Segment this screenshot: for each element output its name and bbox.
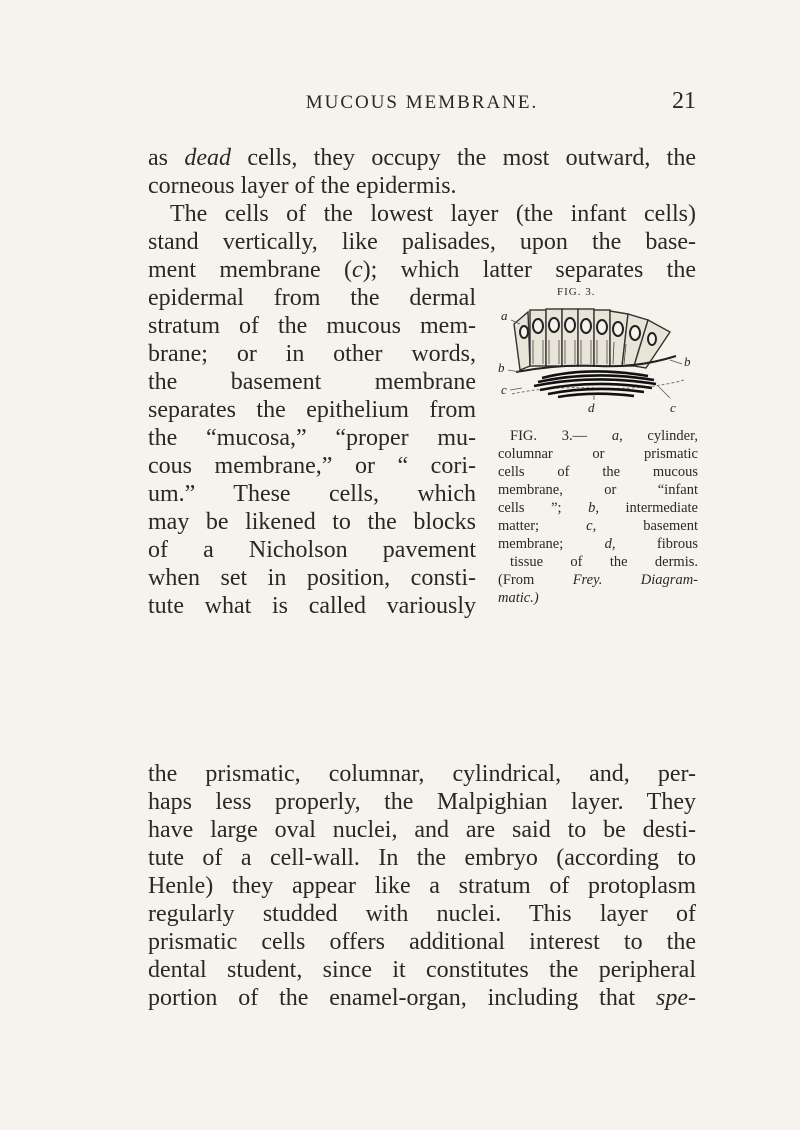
text-line: tute of a cell-wall. In the embryo (according to	[148, 845, 696, 871]
caption-line: FIG. 3.— a, cylinder,	[510, 428, 698, 444]
cell-layer-diagram	[498, 306, 698, 424]
caption-line: cells ”; b, intermediate	[498, 500, 698, 516]
text-line: may be likened to the blocks	[148, 509, 476, 535]
text-line: the prismatic, columnar, cylindrical, and, per-	[148, 761, 696, 787]
emphasis-text: dead	[184, 145, 231, 171]
text-line: haps less properly, the Malpighian layer. They	[148, 789, 696, 815]
text-line: regularly studded with nuclei. This layer of	[148, 901, 696, 927]
text-line: as dead cells, they occupy the most outward, the	[148, 145, 696, 171]
basement-membrane-lower	[512, 380, 684, 394]
text-line: epidermal from the dermal	[148, 285, 476, 311]
caption-line: membrane, or “infant	[498, 482, 698, 498]
page-number: 21	[672, 88, 696, 114]
label-d: d	[588, 400, 595, 415]
label-a: a	[501, 308, 508, 323]
text-line: Henle) they appear like a stratum of protoplasm	[148, 873, 696, 899]
text-line: when set in position, consti-	[148, 565, 476, 591]
text-block-top	[148, 144, 696, 284]
label-c-left: c	[501, 382, 507, 397]
text-line: cous membrane,” or “ cori-	[148, 453, 476, 479]
text-line: separates the epithelium from	[148, 397, 476, 423]
text-line: stand vertically, like palisades, upon the base-	[148, 229, 696, 255]
text-line: prismatic cells offers additional interest to the	[148, 929, 696, 955]
running-head	[148, 88, 696, 122]
text-line: have large oval nuclei, and are said to be desti-	[148, 817, 696, 843]
caption-line: tissue of the dermis.	[510, 554, 698, 570]
text-line: tute what is called variously	[148, 593, 476, 619]
text-line: stratum of the mucous mem-	[148, 313, 476, 339]
caption-line: (From Frey. Diagram-	[498, 572, 698, 588]
text-line: ment membrane (c); which latter separates the	[148, 257, 696, 283]
caption-line: matic.)	[498, 590, 539, 606]
caption-line: membrane; d, fibrous	[498, 536, 698, 552]
text-line: the basement membrane	[148, 369, 476, 395]
running-head-title: MUCOUS MEMBRANE.	[305, 92, 539, 113]
caption-line: columnar or prismatic	[498, 446, 698, 462]
label-c-right: c	[670, 400, 676, 415]
emphasis-text: spe-	[656, 985, 696, 1011]
figure-label: FIG. 3.	[557, 286, 596, 298]
fibrous-dermis	[534, 371, 656, 397]
text-line: The cells of the lowest layer (the infant cells)	[170, 201, 696, 227]
label-b-left: b	[498, 360, 505, 375]
figure-caption	[498, 427, 698, 607]
text-line: portion of the enamel-organ, including that spe-	[148, 985, 696, 1011]
text-line: um.” These cells, which	[148, 481, 476, 507]
text-line: dental student, since it constitutes the peripheral	[148, 957, 696, 983]
caption-line: cells of the mucous	[498, 464, 698, 480]
text-line: corneous layer of the epidermis.	[148, 173, 457, 199]
text-line: the “mucosa,” “proper mu-	[148, 425, 476, 451]
emphasis-text: c	[352, 257, 363, 283]
text-line: of a Nicholson pavement	[148, 537, 476, 563]
text-block-wrapped	[148, 284, 476, 620]
text-block-bottom	[148, 760, 696, 1012]
caption-line: matter; c, basement	[498, 518, 698, 534]
label-b-right: b	[684, 354, 691, 369]
text-line: brane; or in other words,	[148, 341, 476, 367]
